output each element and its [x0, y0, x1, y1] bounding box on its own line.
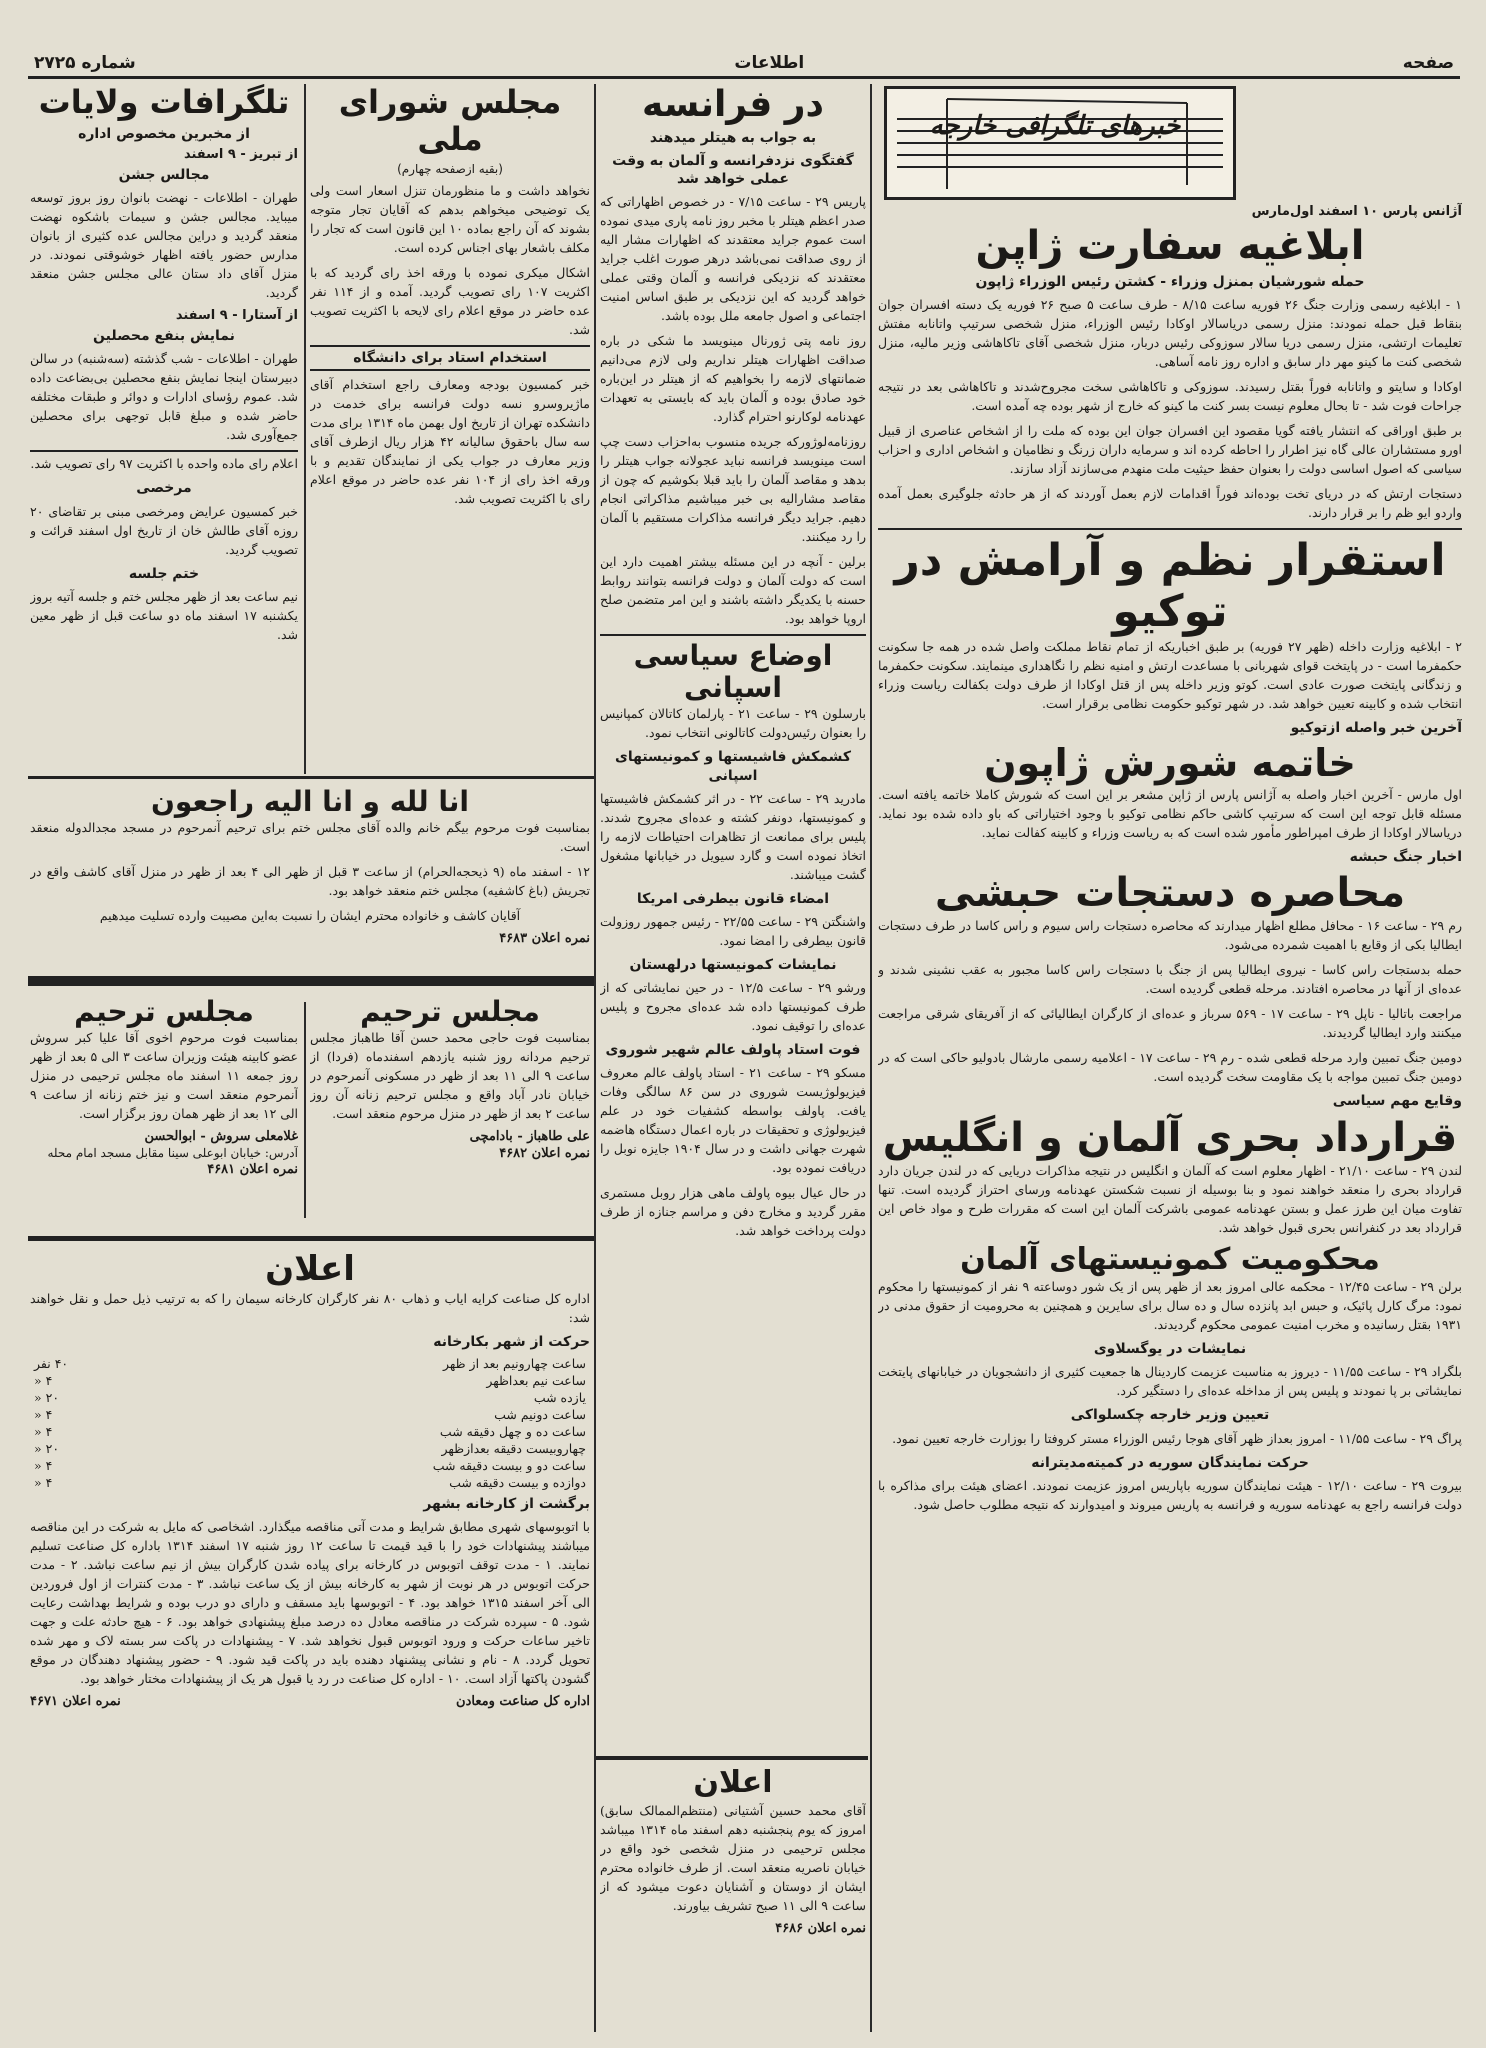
schedule-time: یازده شب: [533, 1390, 586, 1406]
memorial-address: آدرس: خیابان ابوعلی سینا مقابل مسجد امام محله: [47, 1146, 298, 1161]
schedule-time: دوازده و بیست دقیقه شب: [449, 1475, 586, 1491]
mourning-paragraph: بمناسبت فوت مرحوم بیگم خانم والده آقای مجلس ختم برای ترحیم آنمرحوم در مسجد مجدالدوله منعقد است.: [30, 820, 590, 855]
article-paragraph: اعلام رای ماده واحده با اکثریت ۹۷ رای تصویب شد.: [30, 450, 298, 473]
article-paragraph: واشنگتن ۲۹ - ساعت ۲۲/۵۵ - رئیس جمهور روزولت قانون بیطرفی را امضا نمود.: [600, 913, 866, 948]
ad-title: اعلان: [265, 1250, 355, 1289]
dateline: از آستارا - ۹ اسفند: [175, 308, 298, 324]
schedule-count: ۴ «: [34, 1373, 53, 1389]
memorial-title: مجلس ترحیم: [74, 996, 254, 1028]
schedule-count: ۴۰ نفر: [34, 1356, 69, 1372]
mourning-paragraph: ۱۲ - اسفند ماه (۹ ذیحجه‌الحرام) از ساعت ۳ قبل از ظهر الی ۴ بعد از ظهر در منزل آقای کاشف واقع در تجریش (باغ کاشفیه) مجلس ختم منعقد خواهد بود.: [30, 864, 590, 899]
ad-number: نمره اعلان ۴۶۸۶: [775, 1920, 866, 1936]
foreign-telegrams-logo: [884, 86, 1236, 200]
article-paragraph: بارسلون ۲۹ - ساعت ۲۱ - پارلمان کاتالان کمپانیس را بعنوان رئیس‌دولت کاتالونی انتخاب نمود.: [600, 706, 866, 741]
issue-number: شماره ۲۷۲۵: [34, 53, 136, 73]
article-paragraph: روز نامه پتی ژورنال مینویسد ما شکی در باره صداقت اظهارات هیتلر نداریم ولی لازم می‌دانیم ضمانتهای لازمه را بخواهیم که از هیتلر در این‌باره خود صادق بوده و آلمان باید که بایستی به تعهدات عهدنامه لوکارنو احترام گذارد.: [600, 332, 866, 424]
schedule-count: ۴ «: [34, 1458, 53, 1474]
article-paragraph: نخواهد داشت و ما منظورمان تنزل اسعار است ولی یک توضیحی میخواهم بدهم که آقایان تجار متوجه بشوند که آن راجع بماده ۱۰ این قانون است که تجار را مکلف باشعار بهای اجناس کرده است.: [310, 183, 590, 256]
article-paragraph: ۱ - ابلاغیه رسمی وزارت جنگ ۲۶ فوریه ساعت ۸/۱۵ - طرف ساعت ۵ صبح ۲۶ فوریه یک دسته افسران جوان بنقاط قبل حمله نمودند: منزل رسمی دریاسالار اوکادا رئیس الوزراء، منزل شخصی سرتیپ واتانابه مفتش تعلیمات ارتشی، منزل رسمی دریا سالار سوزوکی رئیس دربار، منزل شخصی آقای تاکاهاشی وزیر مالیه، منزل شخصی کنت ما کینو مهر دار سابق و اداره روز نامه آساهی.: [878, 297, 1462, 370]
article-paragraph: پاریس ۲۹ - ساعت ۷/۱۵ - در خصوص اظهاراتی که صدر اعظم هیتلر با مخبر روز نامه پاری میدی نموده است عموم جراید معتقدند که اظهارات مشار الیه از روی صداقت نمی‌باشد درهر صورت اغلب جراید معتقدند که نزدیکی فرانسه و آلمان وقتی عملی خواهد گردید که این نزدیکی بر طبق اساس امنیت اجتماعی و اصول جامعه ملل بوده باشد.: [600, 193, 866, 323]
subheadline: مجالس جشن: [118, 166, 210, 183]
schedule-table: [30, 1355, 590, 1491]
subheadline: نمایش بنفع محصلین: [93, 328, 235, 345]
agency-dateline: آژانس پارس ۱۰ اسفند اول‌مارس: [1251, 204, 1462, 219]
schedule-count: ۴ «: [34, 1407, 53, 1423]
schedule-row: [30, 1372, 590, 1389]
subheadline: مرخصی: [136, 480, 192, 497]
article-paragraph: بر طبق اوراقی که انتشار یافته گویا مقصود این افسران جوان این بوده که ملت را از اشخاص عناصری از قبیل اورو مستشاران عالی گاه نیز اطرار را احاطه کرده اند و سرمایه داران زرنگ و نظامیان و اشخاص اداری و احزاب سیاسی که اصول اساسی دولت را بعنوان حفظ حیثیت ملت منهدم می‌سازند آزاد سازند.: [878, 423, 1462, 477]
ad-footer: [30, 1694, 590, 1709]
headline-german-communists: محکومیت کمونیستهای آلمان: [960, 1241, 1380, 1277]
article-paragraph: خبر کمسیون عرایض ومرخصی مبنی بر تقاضای ۲۰ روزه آقای طالش خان از تاریخ اول اسفند قرائت و تصویب گردید.: [30, 503, 298, 557]
article-paragraph: روزنامه‌لوژورکه جریده منسوب به‌احزاب دست چپ است مینویسد فرانسه نباید عجولانه جواب هیتلر را بدهد و مقاصد آلمان را باید قبلا بکوشیم که چون از مقاصد مشارالیه بی خبر میباشیم مذاکراتی انجام دهیم. جراید دیگر فرانسه مذاکرات مستقیم با آلمان را رد میکنند.: [600, 433, 866, 544]
schedule-time: ساعت دو و بیست دقیقه شب: [432, 1458, 586, 1474]
article-paragraph: بلگراد ۲۹ - ساعت ۱۱/۵۵ - دیروز به مناسبت عزیمت کاردینال ها جمعیت کثیری از دانشجویان در خیابانهای پایتخت نمایشاتی بر پا نمودند و پلیس پس از مداخله عده‌ای را دستگیر کرد.: [878, 1364, 1462, 1399]
column-rule: [870, 84, 872, 2032]
subheadline: استخدام استاد برای دانشگاه: [310, 345, 590, 371]
ad-number: نمره اعلان ۴۶۸۲: [499, 1146, 590, 1162]
mourning-notice: [30, 786, 590, 970]
column-france: [600, 84, 866, 1744]
music-staff-icon: [887, 89, 1233, 197]
subheadline: نمایشات در یوگسلاوی: [1093, 1341, 1247, 1358]
article-paragraph: رم ۲۹ - ساعت ۱۶ - محافل مطلع اظهار میدارند که محاصره دستجات راس سیوم و راس کاسا در طرف دستجات ایطالیا بکی از وقایع با اهمیت شمرده می‌شود.: [878, 918, 1462, 953]
schedule-row: [30, 1423, 590, 1440]
schedule-count: ۲۰ «: [34, 1390, 60, 1406]
headline-japan-revolt-end: خاتمه شورش ژاپون: [984, 740, 1356, 785]
memorial-notice-taahbaz: [310, 996, 590, 1232]
ad-ashtiani: [600, 1766, 866, 2032]
route-label: برگشت از کارخانه بشهر: [423, 1496, 590, 1513]
ad-number: نمره اعلان ۴۶۸۳: [499, 931, 590, 947]
column-rule: [304, 84, 306, 774]
headline-japan-embassy: ابلاغیه سفارت ژاپن: [975, 223, 1365, 269]
article-paragraph: در حال عیال بیوه پاولف ماهی هزار روبل مستمری مقرر گردید و مخارج دفن و مراسم جنازه از طرف دولت پرداخت خواهد شد.: [600, 1185, 866, 1239]
article-paragraph: دستجات ارتش که در دریای تخت بوده‌اند فوراً اقدامات لازم بعمل آوردند که از هر حادثه جلوگیری بعمل آمده واردو ایو ظم را بر قرار دارند.: [878, 486, 1462, 521]
schedule-row: [30, 1389, 590, 1406]
column-provinces: [30, 84, 298, 764]
article-paragraph: مادرید ۲۹ - ساعت ۲۲ - در اثر کشمکش فاشیستها و کمونیستها، دونفر کشته و عده‌ای مجروح شدند. پلیس برای ممانعت از تظاهرات احتیاطات لازمه را اتخاذ نموده است و گارد سیویل در خیابانها مشغول گشت میباشند.: [600, 790, 866, 882]
schedule-row: [30, 1457, 590, 1474]
headline-naval-agreement: قرارداد بحری آلمان و انگلیس: [882, 1114, 1458, 1161]
memorial-signature: علی طاهباز - بادامچی: [469, 1129, 590, 1145]
headline-provincial-telegrams: تلگرافات ولایات: [38, 84, 290, 121]
article-paragraph: بیروت ۲۹ - ساعت ۱۲/۱۰ - هیئت نمایندگان سوریه باپاریس امروز عزیمت نمودند. اعضای هیئت برای مذاکره با دولت فرانسه راجع به عهدنامه سوریه و فرانسه به پاریس میروند و امیدوارند که نتیجه مطلوب حاصل شود.: [878, 1477, 1462, 1512]
subheadline: کشمکش فاشیستها و کمونیستهای اسپانی: [615, 749, 851, 784]
memorial-title: مجلس ترحیم: [360, 996, 540, 1028]
subheadline: از مخبرین مخصوص اداره: [78, 125, 250, 142]
article-paragraph: اشکال میکری نموده با ورقه اخذ رای گردید که با اکثریت ۱۰۷ رای تصویب گردید. آمده و از ۱۱۴ نفر عده حاضر در موقع اعلام رای لایحه با اکثریت تصویب شد.: [310, 265, 590, 338]
schedule-time: ساعت نیم بعد‌اظهر: [486, 1373, 586, 1389]
schedule-count: ۴ «: [34, 1424, 53, 1440]
schedule-time: ساعت ده و چهل دقیقه شب: [439, 1424, 586, 1440]
schedule-row: [30, 1406, 590, 1423]
subheadline: امضاء قانون بیطرفی امریکا: [636, 890, 830, 907]
column-rule: [594, 84, 596, 2032]
section-rule: [28, 776, 594, 779]
article-paragraph: اول مارس - آخرین اخبار واصله به آژانس پارس از ژاپن مشعر بر این است که شورش کاملا خاتمه یافته است. مسئله قابل توجه این است که سرتیپ کاشی حاکم نظامی توکیو با وجود اختیاراتی که باو داده شده بود نماید. دریاسالار اوکادا از طرف امپراطور مأمور شده است که به ریاست وزراء و کابینه کفالت نماید.: [878, 787, 1462, 841]
section-rule: [28, 976, 594, 986]
memorial-notice-soroush: [30, 996, 298, 1232]
page-label: صفحه: [1402, 53, 1454, 73]
headline-majlis: مجلس شورای ملی: [338, 84, 562, 158]
headline-tokyo-order: استقرار نظم و آرامش در توکیو: [878, 528, 1462, 637]
logo-title: خبرهای تلگرافی خارجه: [929, 111, 1181, 141]
masthead: [28, 50, 1460, 79]
memorial-paragraph: بمناسبت فوت مرحوم اخوی آقا علیا کبر سروش عضو کابینه هیئت وزیران ساعت ۳ الی ۵ بعد از ظهر روز جمعه ۱۱ اسفند ماه مجلس ترحیمی در منزل آنمرحوم منعقد است و نیز ختم زنانه از ساعت ۹ الی ۱۲ بعد از ظهر همان روز برگزار است.: [30, 1030, 298, 1122]
ad-number: نمره اعلان ۴۶۷۱: [30, 1694, 121, 1710]
schedule-body: [30, 1355, 590, 1491]
article-paragraph: دومین جنگ تمبین وارد مرحله قطعی شده - رم ۲۹ - ساعت ۱۷ - اعلامیه رسمی مارشال بادولیو حاکی است که در دومین جنگ تمبین مواجه با یک مقاومت سخت گردیده است.: [878, 1050, 1462, 1085]
ad-intro: اداره کل صناعت کرایه ایاب و ذهاب ۸۰ نفر کارگران کارخانه سیمان را که به ترتیب ذیل حمل و نقل خواهند شد:: [30, 1291, 590, 1326]
article-paragraph: برلین - آنچه در این مسئله بیشتر اهمیت دارد این است که دولت آلمان و دولت فرانسه بتوانند روابط حسنه با یکدیگر داشته باشند و این امر متضمن صلح اروپا خواهد بود.: [600, 553, 866, 626]
section-rule: [596, 1756, 868, 1760]
article-paragraph: طهران - اطلاعات - نهضت بانوان روز بروز توسعه میباید. مجالس جشن و سیمات باشکوه نهضت منعقد گردید و دراین مجالس عده کثیری از بانوان مدارس حضور یافته اظهار خوشوقتی نمودند. در منزل آقای داد ستان عالی مجلس جشن منعقد گردید.: [30, 190, 298, 301]
article-paragraph: طهران - اطلاعات - شب گذشته (سه‌شنبه) در سالن دبیرستان اینجا نمایش بنفع محصلین بی‌بضاعت داده شد. عموم رؤسای ادارات و دوائر و طبقات مختلفه حاضر شده و مبلغ قابل توجهی برای محصلین جمع‌آوری شد.: [30, 351, 298, 443]
schedule-row: [30, 1355, 590, 1372]
schedule-count: ۲۰ «: [34, 1441, 60, 1457]
column-rule: [304, 1002, 306, 1218]
mourning-thanks: آقایان کاشف و خانواده محترم ایشان را نسبت به‌این مصیبت وارده تسلیت میدهیم: [99, 908, 521, 924]
section-label: آخرین خبر واصله ازتوکیو: [1290, 720, 1462, 737]
subheadline: ختم جلسه: [128, 565, 200, 582]
headline-spain: اوضاع سیاسی اسپانی: [600, 634, 866, 704]
headline-abyssinia-siege: محاصره دستجات حبشی: [934, 870, 1406, 917]
column-majlis: [310, 84, 590, 764]
subheadline: تعیین وزیر خارجه چکسلواکی: [1070, 1407, 1270, 1424]
memorial-signature: غلامعلی سروش - ابوالحسن: [144, 1129, 298, 1145]
article-paragraph: حمله بدستجات راس کاسا - نیروی ایطالیا پس از جنگ با دستجات راس کاسا مجبور به عقب نشینی شدند و عده‌ای از آنها در محاصره افتادند. مرحله قطعی گردیده است.: [878, 962, 1462, 997]
section-label: اخبار جنگ حبشه: [1349, 849, 1462, 866]
column-foreign-news: [878, 200, 1462, 2040]
section-rule: [28, 1236, 594, 1241]
dateline: از تبریز - ۹ اسفند: [183, 146, 298, 162]
article-paragraph: نیم ساعت بعد از ظهر مجلس ختم و جلسه آتیه بروز یکشنبه ۱۷ اسفند ماه دو ساعت قبل از ظهر معین شد.: [30, 588, 298, 642]
schedule-row: [30, 1440, 590, 1457]
paper-name: اطلاعات: [734, 53, 805, 73]
article-paragraph: خبر کمسیون بودجه ومعارف راجع استخدام آقای ماژیروسرو نسه دولت فرانسه برای خدمت در دانشکده تهران از تاریخ اول بهمن ماه ۱۳۱۴ برای مدت سه سال باحقوق سالیانه ۴۲ هزار ریال ازطرف آقای وزیر معارف در جواب یکی از نمایندگان تقدیم و با ورقه اخذ رای از ۱۰۴ نفر عده حاضر در موقع اعلام رای با اکثریت تصویب شد.: [310, 377, 590, 507]
schedule-time: ساعت چهارونیم بعد از ظهر: [442, 1356, 586, 1372]
route-label: حرکت از شهر بکارخانه: [433, 1334, 590, 1351]
ad-number: نمره اعلان ۴۶۸۱: [207, 1162, 298, 1178]
section-label: وقایع مهم سیاسی: [1332, 1093, 1462, 1110]
schedule-time: چهاروبیست دقیقه بعدازظهر: [441, 1441, 586, 1457]
ad-industry-department: [30, 1250, 590, 2036]
article-paragraph: پراگ ۲۹ - ساعت ۱۱/۵۵ - امروز بعداز ظهر آقای هوجا رئیس الوزراء مستر کروفتا را بوزارت خارجه تعیین نمود.: [892, 1430, 1462, 1446]
subheadline: حمله شورشیان بمنزل وزراء - کشتن رئیس الوزراء ژاپون: [975, 274, 1365, 290]
article-paragraph: مراجعت باتالیا - ناپل ۲۹ - ساعت ۱۷ - ۵۶۹ سرباز و عده‌ای از کارگران ایطالیائی که از آفریقای شرقی مراجعت میکنند وارد ایطالیا گردیدند.: [878, 1006, 1462, 1041]
subheadline: حرکت نمایندگان سوریه در کمیته‌مدیترانه: [1031, 1454, 1309, 1471]
schedule-count: ۴ «: [34, 1475, 53, 1491]
schedule-row: [30, 1474, 590, 1491]
ad-signature: اداره کل صناعت ومعادن: [456, 1694, 590, 1710]
subheadline: نمایشات کمونیستها درلهستان: [629, 956, 837, 973]
schedule-time: ساعت دونیم شب: [494, 1407, 586, 1423]
mourning-title: انا لله و انا الیه راجعون: [151, 786, 469, 818]
ad-terms: با اتوبوسهای شهری مطابق شرایط و مدت آتی مناقصه میگذارد. اشخاصی که مایل به شرکت در این مناقصه میباشند پیشنهادات خود را با قید قیمت تا ساعت ۱۲ روز شنبه ۱۷ اسفند ۱۳۱۴ باداره کل صناعت تسلیم نمایند. ۱ - مدت توقف اتوبوس در کارخانه برای پیاده شدن کارگران بیش از نیم ساعت نباشد. ۲ - مدت حرکت اتوبوس در هر نوبت از شهر به کارخانه بیش از یک ساعت نباشد. ۳ - مدت کنترات از اول فروردین الی آخر اسفند ۱۳۱۵ خواهد بود. ۴ - اتوبوسها باید مسقف و دارای دو درب بوده و شرایط بهداشت رعایت شود. ۵ - سپرده شرکت در مناقصه معادل ده درصد مبلغ پیشنهادی خواهد بود. ۶ - هیچ حادثه علت و جهت تاخیر ساعات حرکت و ورود اتوبوس قبول نخواهد شد. ۷ - پیشنهادات در پاکت سر بسته لاک و مهر شده تحویل گردد. ۸ - نام و نشانی پیشنهاد دهنده باید در پاکت قید شود. ۹ - حضور پیشنهاد دهندگان در موقع گشودن پاکتها آزاد است. ۱۰ - اداره کل صناعت در رد یا قبول هر یک از پیشنهادات مختار خواهد بود.: [30, 1519, 590, 1687]
article-paragraph: لندن ۲۹ - ساعت ۲۱/۱۰ - اظهار معلوم است که آلمان و انگلیس در نتیجه مذاکرات دریایی که در لندن جریان دارد قرارداد بحری را منعقد خواهند نمود و بنا بوسیله از نسبت شکستن عهدنامه ورسای احتراز گردیده است. تنها تفاوت میان این طرز عمل و بستن عهدنامه عمومی باشرکت آلمان این است که مقررات طرح و مواد خاص این قرارداد بعد در کنفرانس بحری قبول خواهد شد.: [878, 1162, 1462, 1235]
article-paragraph: اوکادا و سایتو و واتانابه فوراً بقتل رسیدند. سوزوکی و تاکاهاشی سخت مجروح‌شدند و تاکاهاشی بعد در نتیجه جراحات فوت شد - تا بحال معلوم نیست بسر کنت ما کینو که خارج از شهر بوده چه آمده است.: [878, 379, 1462, 414]
article-paragraph: ۲ - ابلاغیه وزارت داخله (ظهر ۲۷ فوریه) بر طبق اخباریکه از تمام نقاط مملکت واصل شده در همه جا سکونت حکمفرما است - در پایتخت قوای شهربانی با مساعدت ارتش و امنیه نظم را نگاهداری مینمایند. سکونت حکمفرما و زندگانی پایتخت صورت عادی است. کوتو وزیر داخله پس از قتل اوکادا از طرف دولت بکفالت ریاست وزراء انتخاب شده و کابینه تعیین خواهد شد. در شهر توکیو حکومت نظامی برقرار است.: [878, 639, 1462, 712]
subheadline: فوت استاد پاولف عالم شهیر شوروی: [605, 1042, 861, 1059]
continued-label: (بقیه ازصفحه چهارم): [397, 161, 503, 176]
ad-body: آقای محمد حسین آشتیانی (منتظم‌الممالک سابق) امروز که یوم پنجشنبه دهم اسفند ماه ۱۳۱۴ میباشد مجلس ترحیمی در منزل شخصی خود واقع در خیابان ناصریه منعقد است. از طرف خانواده محترم ایشان از دوستان و آشنایان دعوت میشود که از ساعت ۹ الی ۱۱ صبح تشریف بیاورند.: [600, 1802, 866, 1913]
memorial-paragraph: بمناسبت فوت حاجی محمد حسن آقا طاهباز مجلس ترحیم مردانه روز شنبه یازدهم اسفندماه (فردا) از ساعت ۹ الی ۱۱ بعد از ظهر در مسکونی آنمرحوم در خیابان نادر آباد واقع و مجلس ترحیم زنانه آن روز ساعت ۲ بعد از ظهر در منزل مرحوم منعقد است.: [310, 1030, 590, 1122]
ad-title: اعلان: [693, 1766, 773, 1800]
subheadline: به جواب به هیتلر میدهند: [649, 130, 817, 147]
headline-france: در فرانسه: [641, 84, 825, 125]
article-paragraph: برلن ۲۹ - ساعت ۱۲/۴۵ - محکمه عالی امروز بعد از ظهر پس از یک شور دوساعته ۹ نفر از کمونیستها را محکوم نمود: مرگ کارل پائیک، و حبس ابد پانزده سال و ده سال برای سایرین و همچنین به محرومیت از حقوق مدنی در ۱۹۳۱ بقتل رسانیده و مخرب امنیت عمومی محکوم گردیدند.: [878, 1279, 1462, 1333]
article-paragraph: مسکو ۲۹ - ساعت ۲۱ - استاد پاولف عالم معروف فیزیولوژیست شوروی در سن ۸۶ سالگی وفات یافت. پاولف بواسطه کشفیات خود در علم فیزیولوژی و تحقیقات در باره اعمال دستگاه هاضمه شهرت جهانی داشت و در سال ۱۹۰۴ جایزه نوبل را دریافت نموده بود.: [600, 1065, 866, 1176]
subheadline: گفتگوی نزدفرانسه و آلمان به وقت عملی خواهد شد: [612, 152, 854, 187]
article-paragraph: ورشو ۲۹ - ساعت ۱۲/۵ - در حین نمایشاتی که از طرف کمونیستها داده شد عده‌ای مجروح و پلیس عده‌ای را توقیف نمود.: [600, 980, 866, 1034]
